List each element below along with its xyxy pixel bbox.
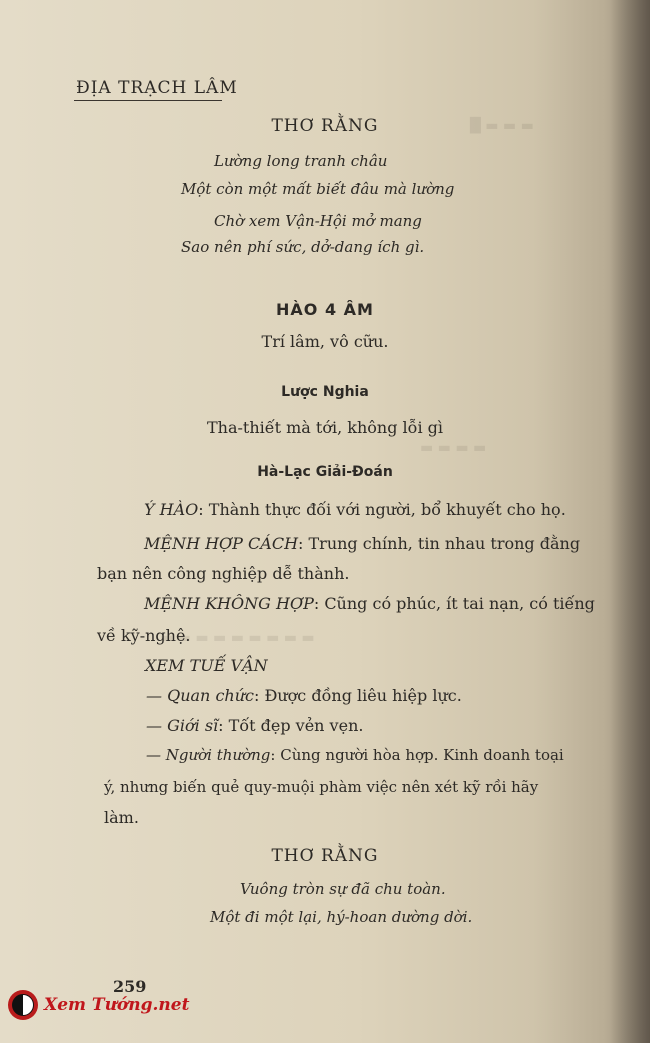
gioi-si-text: Tốt đẹp vẻn vẹn.: [228, 716, 364, 735]
menh-khong-text: Cũng có phúc, ít tai nạn, có tiếng: [324, 594, 595, 613]
menh-hop-continued: bạn nên công nghiệp dễ thành.: [97, 564, 350, 583]
gioi-si-line: — Giới sĩ: Tốt đẹp vẻn vẹn.: [146, 716, 364, 735]
poem-line: Chờ xem Vận-Hội mở mang: [214, 212, 422, 230]
nguoi-thuong-line: — Người thường: Cùng người hòa hợp. Kinh doanh toại: [146, 746, 564, 764]
watermark-logo: [8, 990, 189, 1020]
menh-hop-line: MỆNH HỢP CÁCH: Trung chính, tin nhau trong đằng: [144, 534, 581, 553]
menh-khong-line: MỆNH KHÔNG HỢP: Cũng có phúc, ít tai nạn, có tiếng: [144, 594, 595, 613]
bleed-through: ▬ ▬ ▬ ▬ ▬ ▬ ▬ ▬ ▬: [160, 630, 315, 646]
y-hao-line: Ý HÀO: Thành thực đối với người, bổ khuyết cho họ.: [144, 500, 566, 519]
yin-yang-icon: [8, 990, 38, 1020]
hao-verse: Trí lâm, vô cữu.: [261, 332, 389, 351]
poem-title: THƠ RẰNG: [271, 846, 379, 866]
xem-tue-van-title: XEM TUẾ VẬN: [145, 656, 268, 675]
poem-line: Lường long tranh châu: [214, 152, 388, 170]
subsection-title: Hà-Lạc Giải-Đoán: [257, 464, 393, 480]
quan-chuc-line: — Quan chức: Được đồng liêu hiệp lực.: [146, 686, 462, 705]
poem-title: THƠ RẰNG: [271, 116, 379, 136]
meaning-text: Tha-thiết mà tới, không lỗi gì: [206, 418, 443, 437]
page-number: 259: [113, 977, 147, 996]
poem-line: Một đi một lại, hý-hoan dường dời.: [210, 908, 473, 926]
y-hao-label: Ý HÀO: [144, 500, 199, 519]
quan-chuc-text: Được đồng liêu hiệp lực.: [264, 686, 462, 705]
y-hao-text: Thành thực đối với người, bổ khuyết cho họ.: [208, 500, 566, 519]
nguoi-thuong-label: — Người thường: [146, 746, 271, 764]
poem-line: Vuông tròn sự đã chu toàn.: [240, 880, 446, 898]
poem-line: Sao nên phí sức, dở-dang ích gì.: [181, 238, 425, 256]
running-header: ĐỊA TRẠCH LÂM: [76, 78, 238, 98]
menh-hop-label: MỆNH HỢP CÁCH: [144, 534, 299, 553]
section-title: HÀO 4 ÂM: [276, 300, 374, 319]
menh-khong-label: MỆNH KHÔNG HỢP: [144, 594, 314, 613]
subsection-title: Lược Nghia: [281, 384, 369, 400]
quan-chuc-label: — Quan chức: [146, 686, 254, 705]
bleed-through: █ ▬ ▬ ▬: [470, 118, 534, 134]
watermark-text: Xem Tướng.net: [44, 995, 190, 1015]
header-rule: [74, 100, 222, 101]
gioi-si-label: — Giới sĩ: [146, 716, 219, 735]
poem-line: Một còn một mất biết đâu mà lường: [181, 180, 455, 198]
nguoi-thuong-end: làm.: [104, 808, 139, 827]
nguoi-thuong-continued: ý, nhưng biến quẻ quy-muội phàm việc nên xét kỹ rồi hãy: [104, 778, 539, 796]
nguoi-thuong-text: Cùng người hòa hợp. Kinh doanh toại: [280, 746, 564, 764]
menh-hop-text: Trung chính, tin nhau trong đằng: [308, 534, 581, 553]
menh-khong-continued: về kỹ-nghệ.: [97, 626, 191, 645]
bleed-through: ▬ ▬ ▬ ▬: [420, 440, 487, 456]
